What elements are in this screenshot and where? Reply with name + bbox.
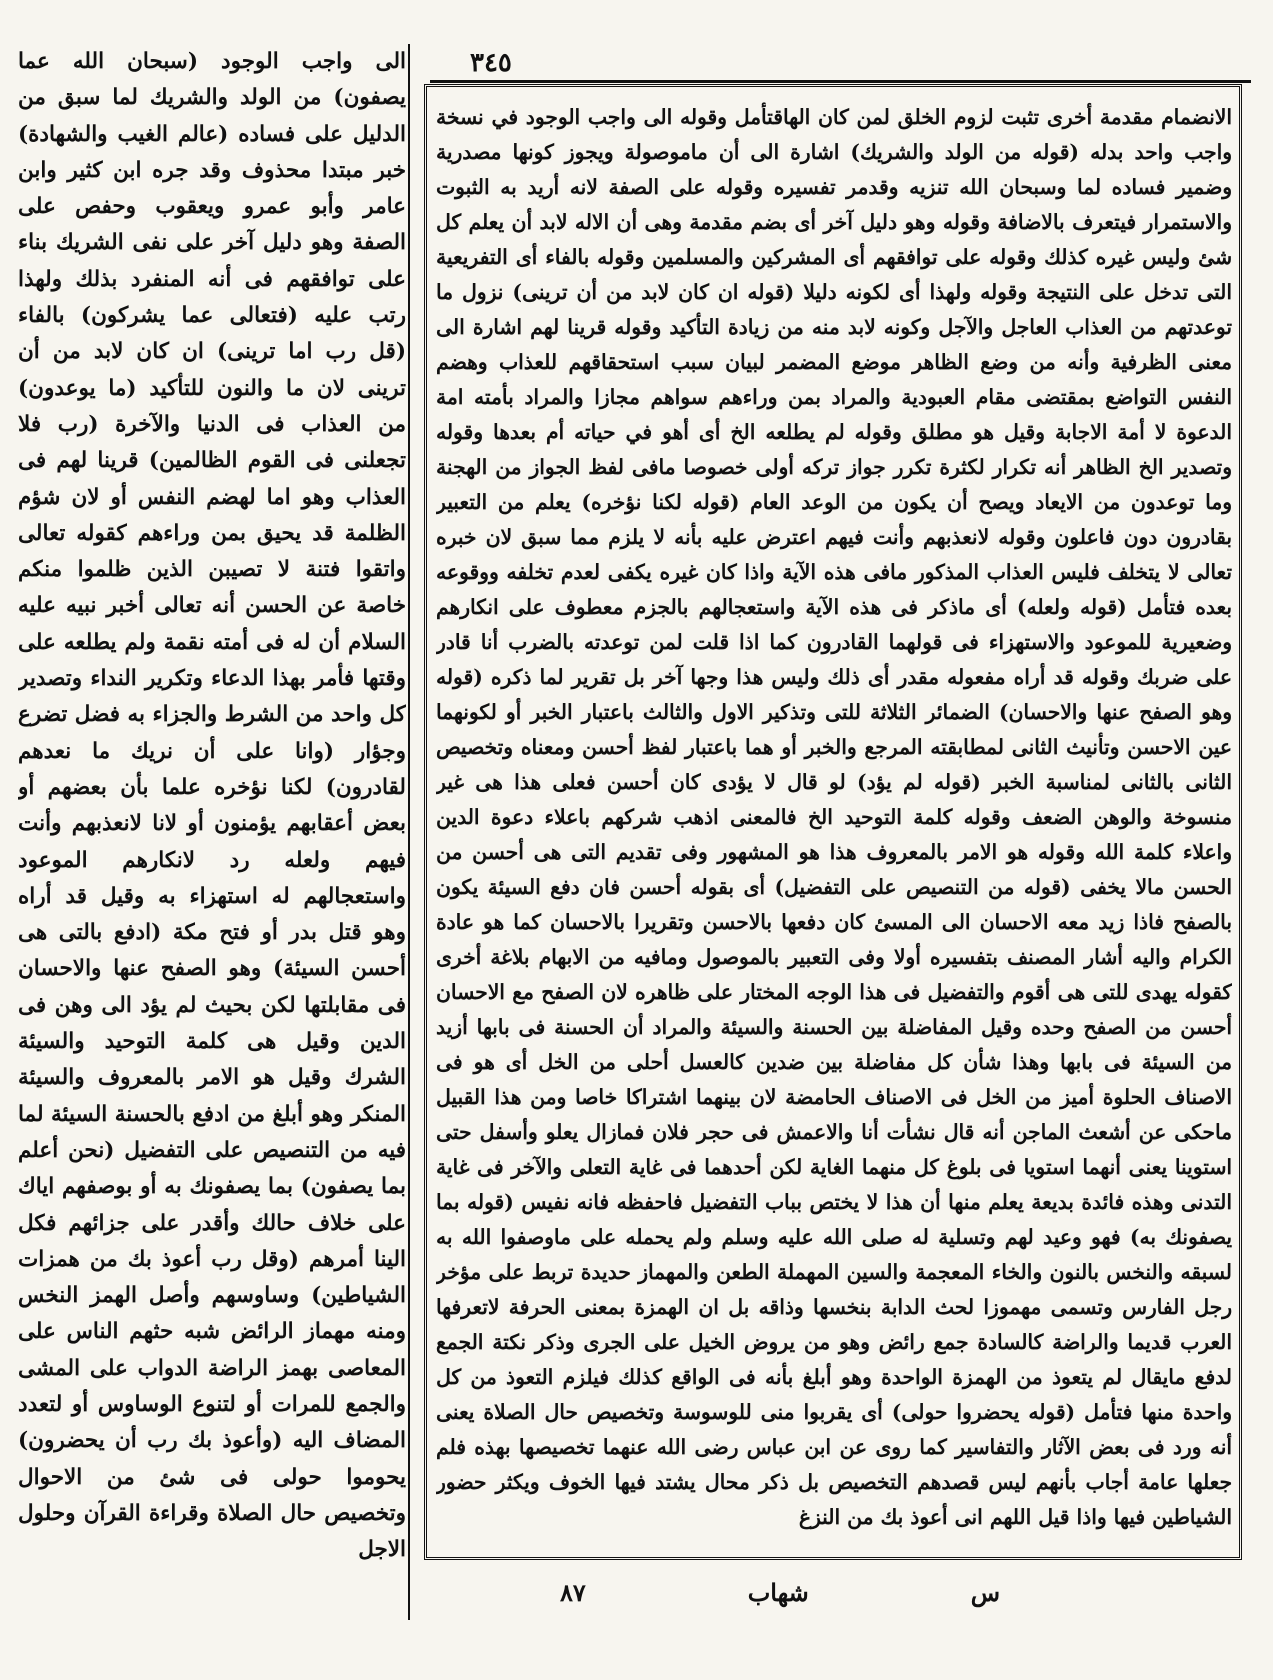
main-column [436,100,1232,1550]
column-divider [408,44,410,1620]
side-column-text: الى واجب الوجود (سبحان الله عما يصفون) من الولد والشريك لما سبق من الدليل على فساده (عالم الغيب والشهادة) خبر مبتدا محذوف وقد جره ابن كثير وابن عامر وأبو عمرو ويعقوب وحفص على الصفة وهو دليل آخر على نفى الشريك بناء على توافقهم فى أنه المنفرد بذلك ولهذا رتب عليه (فتعالى عما يشركون) بالفاء (قل رب اما ترينى) ان كان لابد من أن ترينى لان ما والنون للتأكيد (ما يوعدون) من العذاب فى الدنيا والآخرة (رب فلا تجعلنى فى القوم الظالمين) قرينا لهم فى العذاب وهو اما لهضم النفس أو لان شؤم الظلمة قد يحيق بمن وراءهم كقوله تعالى واتقوا فتنة لا تصيبن الذين ظلموا منكم خاصة عن الحسن أنه تعالى أخبر نبيه عليه السلام أن له فى أمته نقمة ولم يطلعه على وقتها فأمر بهذا الدعاء وتكرير النداء وتصدير كل واحد من الشرط والجزاء به فضل تضرع وجؤار (وانا على أن نريك ما نعدهم لقادرون) لكنا نؤخره علما بأن بعضهم أو بعض أعقابهم يؤمنون أو لانا لانعذبهم وأنت فيهم ولعله رد لانكارهم الموعود واستعجالهم له استهزاء به وقيل قد أراه وهو قتل بدر أو فتح مكة (ادفع بالتى هى أحسن السيئة) وهو الصفح عنها والاحسان فى مقابلتها لكن بحيث لم يؤد الى وهن فى الدين وقيل هى كلمة التوحيد والسيئة الشرك وقيل هو الامر بالمعروف والسيئة المنكر وهو أبلغ من ادفع بالحسنة السيئة لما فيه من التنصيص على التفضيل (نحن أعلم بما يصفون) بما يصفونك به أو بوصفهم اياك على خلاف حالك وأقدر على جزائهم فكل الينا أمرهم (وقل رب أعوذ بك من همزات الشياطين) وساوسهم وأصل الهمز النخس ومنه مهماز الرائض شبه حثهم الناس على المعاصى بهمز الراضة الدواب على المشى والجمع للمرات أو لتنوع الوساوس أو لتعدد المضاف اليه (وأعوذ بك رب أن يحضرون) يحوموا حولى فى شئ من الاحوال وتخصيص حال الصلاة وقراءة القرآن وحلول الاجل [18,49,406,1563]
main-column-text: الانضمام مقدمة أخرى تثبت لزوم الخلق لمن كان الهاقتأمل وقوله الى واجب الوجود في نسخة واجب واحد بدله (قوله من الولد والشريك) اشارة الى أن ماموصولة ويجوز كونها مصدرية وضمير فساده لما وسبحان الله تنزيه وقدمر تفسيره وقوله على الصفة لانه أريد به الثبوت والاستمرار فيتعرف بالاضافة وقوله وهو دليل آخر أى بضم مقدمة وهى أن الاله لابد أن يعلم كل شئ وليس غيره كذلك وقوله على توافقهم أى المشركين والمسلمين وقوله بالفاء أى التفريعية التى تدخل على النتيجة وقوله ولهذا أى لكونه دليلا (قوله ان كان لابد من أن ترينى) نزول ما توعدتهم من العذاب العاجل والآجل وكونه لابد منه من زيادة التأكيد وقوله قرينا لهم اشارة الى معنى الظرفية وأنه من وضع الظاهر موضع المضمر لبيان سبب استحقاقهم للعذاب وهضم النفس التواضع بمقتضى مقام العبودية والمراد بمن وراءهم سواهم مجازا والمراد بأمته امة الدعوة لا أمة الاجابة وقيل هو مطلق وقوله لم يطلعه الخ أى أهو في حياته أم بعدها وقوله وتصدير الخ الظاهر أنه تكرار لكثرة تكرر جواز تركه أولى خصوصا مافى لفظ الجواز من الهجنة وما توعدون من الايعاد ويصح أن يكون من الوعد العام (قوله لكنا نؤخره) يعلم من التعبير بقادرون دون فاعلون وقوله لانعذبهم وأنت فيهم اعترض عليه بأنه لا يلزم مما سبق لان خبره تعالى لا يتخلف فليس العذاب المذكور مافى هذه الآية واذا كان غيره يكفى لعدم تخلفه ووقوعه بعده فتأمل (قوله ولعله) أى ماذكر فى هذه الآية واستعجالهم بالجزم معطوف على انكارهم وضعيرية للموعود والاستهزاء فى قولهما القادرون كما اذا قلت لمن توعدته بالضرب أنا قادر على ضربك وقوله قد أراه مفعوله مقدر أى ذلك وليس هذا وجها آخر بل تقرير لما ذكره (قوله وهو الصفح عنها والاحسان) الضمائر الثلاثة للتى وتذكير الاول والثالث باعتبار الخبر أو لكونهما عين الاحسن وتأنيث الثانى لمطابقته المرجع والخبر أو هما باعتبار لفظ أحسن ومعناه وتخصيص الثانى بالثانى لمناسبة الخبر (قوله لم يؤد) لو قال لا يؤدى كان أحسن فعلى هذا هى غير منسوخة والوهن الضعف وقوله كلمة التوحيد الخ فالمعنى اذهب شركهم باعلاء دعوة الدين واعلاء كلمة الله وقوله هو الامر بالمعروف هذا هو المشهور وفى تقديم التى هى أحسن من الحسن مالا يخفى (قوله من التنصيص على التفضيل) أى بقوله أحسن فان دفع السيئة يكون بالصفح فاذا زيد معه الاحسان الى المسئ كان دفعها بالاحسن وتقريرا بالاحسان كما هو عادة الكرام واليه أشار المصنف بتفسيره أولا وفى التعبير بالموصول ومافيه من الابهام بلاغة أخرى كقوله يهدى للتى هى أقوم والتفضيل فى هذا الوجه المختار على ظاهره لان الصفح مع الاحسان أحسن من الصفح وحده وقيل المفاضلة بين الحسنة والسيئة والمراد أن الحسنة فى بابها أزيد من السيئة فى بابها وهذا شأن كل مفاضلة بين ضدين كالعسل أحلى من الخل أى هو فى الاصناف الحلوة أميز من الخل فى الاصناف الحامضة لان بينهما اشتراكا خاصا ومن هذا القبيل ماحكى عن أشعث الماجن أنه قال نشأت أنا والاعمش فى حجر فلان فمازال يعلو وأسفل حتى استوينا يعنى أنهما استويا فى بلوغ كل منهما الغاية لكن أحدهما فى غاية التعلى والآخر فى غاية التدنى وهذه فائدة بديعة يعلم منها أن هذا لا يختص بباب التفضيل فاحفظه فانه نفيس (قوله بما يصفونك به) فهو وعيد لهم وتسلية له صلى الله عليه وسلم ولم يحمله على ماوصفوا الله به لسبقه والنخس بالنون والخاء المعجمة والسين المهملة الطعن والمهماز حديدة تربط على مؤخر رجل الفارس وتسمى مهموزا لحث الدابة بنخسها وذاقه بل ان الهمزة بمعنى الحرفة لاتعرفها العرب قديما والراضة كالسادة جمع رائض وهو من يروض الخيل على الجرى وذكر نكتة الجمع لدفع مايقال لم يتعوذ من الهمزة الواحدة وهو أبلغ بأنه فى الواقع كذلك فيلزم التعوذ من كل واحدة منها فتأمل (قوله يحضروا حولى) أى يقربوا منى للوسوسة وتخصيص حال الصلاة يعنى أنه ورد فى بعض الآثار والتفاسير كما روى عن ابن عباس رضى الله عنهما تخصيصها بهذه فلم جعلها عامة أجاب بأنهم ليس قصدهم التخصيص بل ذكر محال يشتد فيها الخوف ويكثر حضور الشياطين فيها واذا قيل اللهم انى أعوذ بك من النزغ [436,105,1232,1529]
side-column [18,44,406,1644]
footer-name: شهاب [747,1578,809,1607]
page-number: ٣٤٥ [470,48,512,78]
header-rule [430,80,1251,83]
footer-number: ٨٧ [560,1578,586,1607]
footer-letter: س [970,1578,1000,1607]
page-footer [560,1578,1000,1607]
